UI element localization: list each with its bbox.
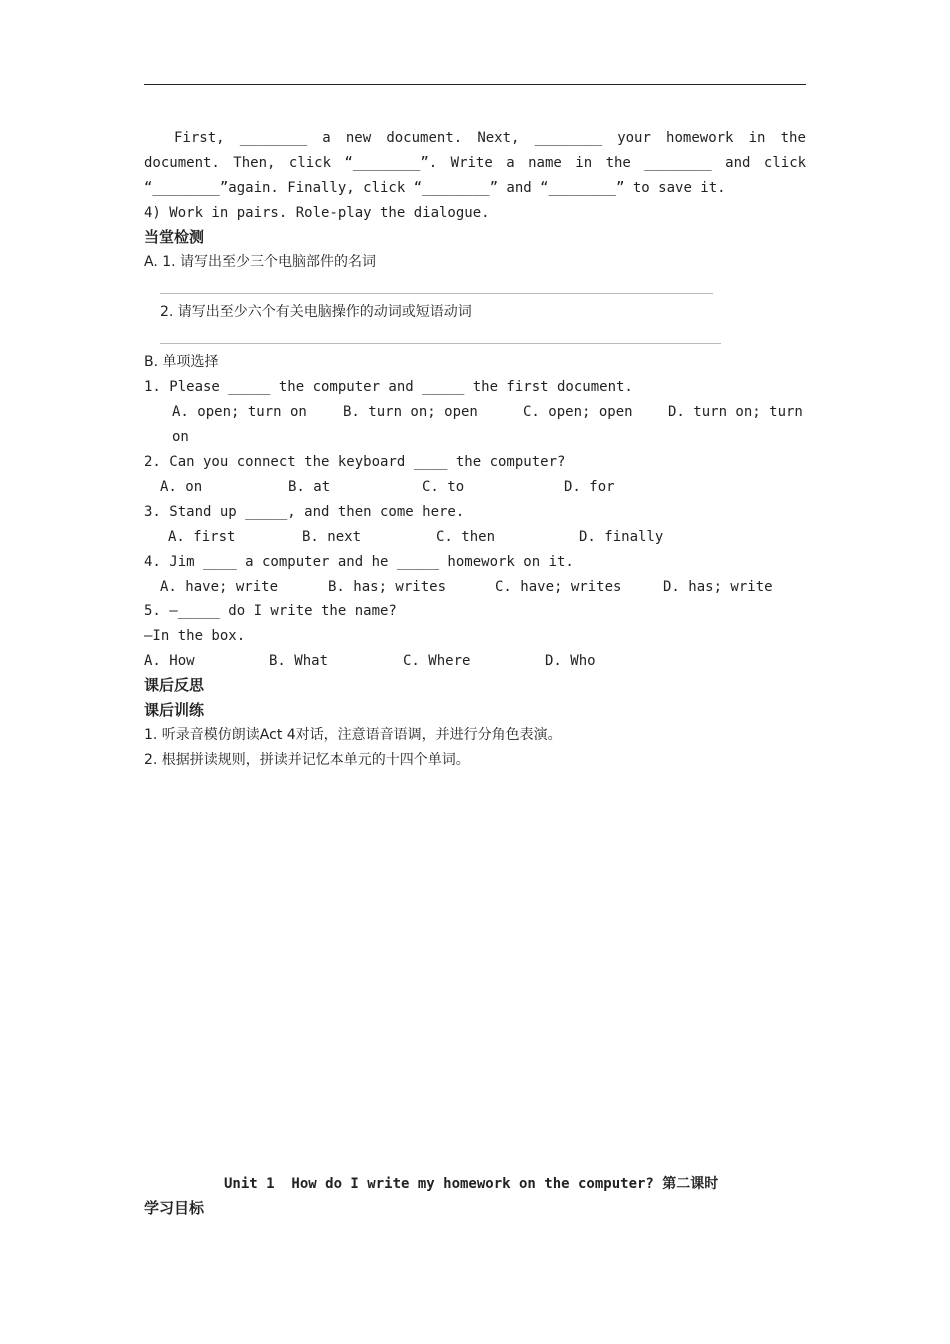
option: C. open; open bbox=[523, 404, 633, 420]
pair-work-instruction: 4) Work in pairs. Role-play the dialogue. bbox=[144, 205, 490, 221]
option: C. Where bbox=[403, 653, 471, 669]
question-4-stem: 4. Jim ____ a computer and he _____ homework on it. bbox=[144, 554, 574, 570]
passage-line-2: document. Then, click “________”. Write a name in the ________ and click bbox=[144, 155, 807, 171]
question-5-options bbox=[144, 651, 596, 671]
option: D. has; write bbox=[663, 579, 773, 595]
option: A. have; write bbox=[160, 579, 279, 595]
option: D. finally bbox=[579, 529, 664, 545]
homework-item-2: 2. 根据拼读规则，拼读并记忆本单元的十四个单词。 bbox=[144, 752, 470, 768]
check-heading: 当堂检测 bbox=[144, 228, 205, 246]
question-1-options bbox=[172, 402, 803, 422]
option: C. then bbox=[436, 529, 496, 545]
option: D. Who bbox=[545, 653, 596, 669]
option: D. turn on; turn bbox=[668, 404, 803, 420]
question-a2: 2. 请写出至少六个有关电脑操作的动词或短语动词 bbox=[160, 304, 472, 320]
question-1-stem: 1. Please _____ the computer and _____ the first document. bbox=[144, 379, 633, 395]
question-4-options bbox=[160, 577, 773, 597]
question-5-stem: 5. —_____ do I write the name? bbox=[144, 603, 397, 619]
passage-line-1: First, ________ a new document. Next, ________ your homework in the bbox=[174, 130, 806, 146]
option: B. has; writes bbox=[328, 579, 447, 595]
question-2-options bbox=[160, 477, 615, 497]
reflection-heading: 课后反思 bbox=[144, 676, 205, 694]
multiple-choice-heading: B. 单项选择 bbox=[144, 354, 219, 370]
option: B. at bbox=[288, 479, 331, 495]
option: C. to bbox=[422, 479, 465, 495]
option: B. turn on; open bbox=[343, 404, 478, 420]
option: A. on bbox=[160, 479, 203, 495]
next-lesson-title: Unit 1 How do I write my homework on the computer? 第二课时 bbox=[224, 1176, 719, 1192]
homework-item-1: 1. 听录音模仿朗读Act 4对话，注意语音语调，并进行分角色表演。 bbox=[144, 727, 562, 743]
passage-line-3: “________”again. Finally, click “________” and “________” to save it. bbox=[144, 180, 726, 196]
homework-heading: 课后训练 bbox=[144, 701, 205, 719]
option: D. for bbox=[564, 479, 615, 495]
option: B. next bbox=[302, 529, 362, 545]
option: A. How bbox=[144, 653, 195, 669]
question-3-options bbox=[168, 527, 663, 547]
question-3-stem: 3. Stand up _____, and then come here. bbox=[144, 504, 465, 520]
question-a1: A. 1. 请写出至少三个电脑部件的名词 bbox=[144, 254, 377, 270]
header-rule bbox=[144, 84, 806, 85]
option: C. have; writes bbox=[495, 579, 622, 595]
question-1-option-wrap: on bbox=[172, 429, 189, 445]
answer-line-a2 bbox=[160, 343, 721, 344]
answer-line-a1 bbox=[160, 293, 713, 294]
option: B. What bbox=[269, 653, 329, 669]
question-5-answer-line: —In the box. bbox=[144, 628, 246, 644]
option: A. open; turn on bbox=[172, 404, 307, 420]
option: A. first bbox=[168, 529, 236, 545]
learning-objectives-heading: 学习目标 bbox=[144, 1199, 205, 1217]
question-2-stem: 2. Can you connect the keyboard ____ the computer? bbox=[144, 454, 566, 470]
